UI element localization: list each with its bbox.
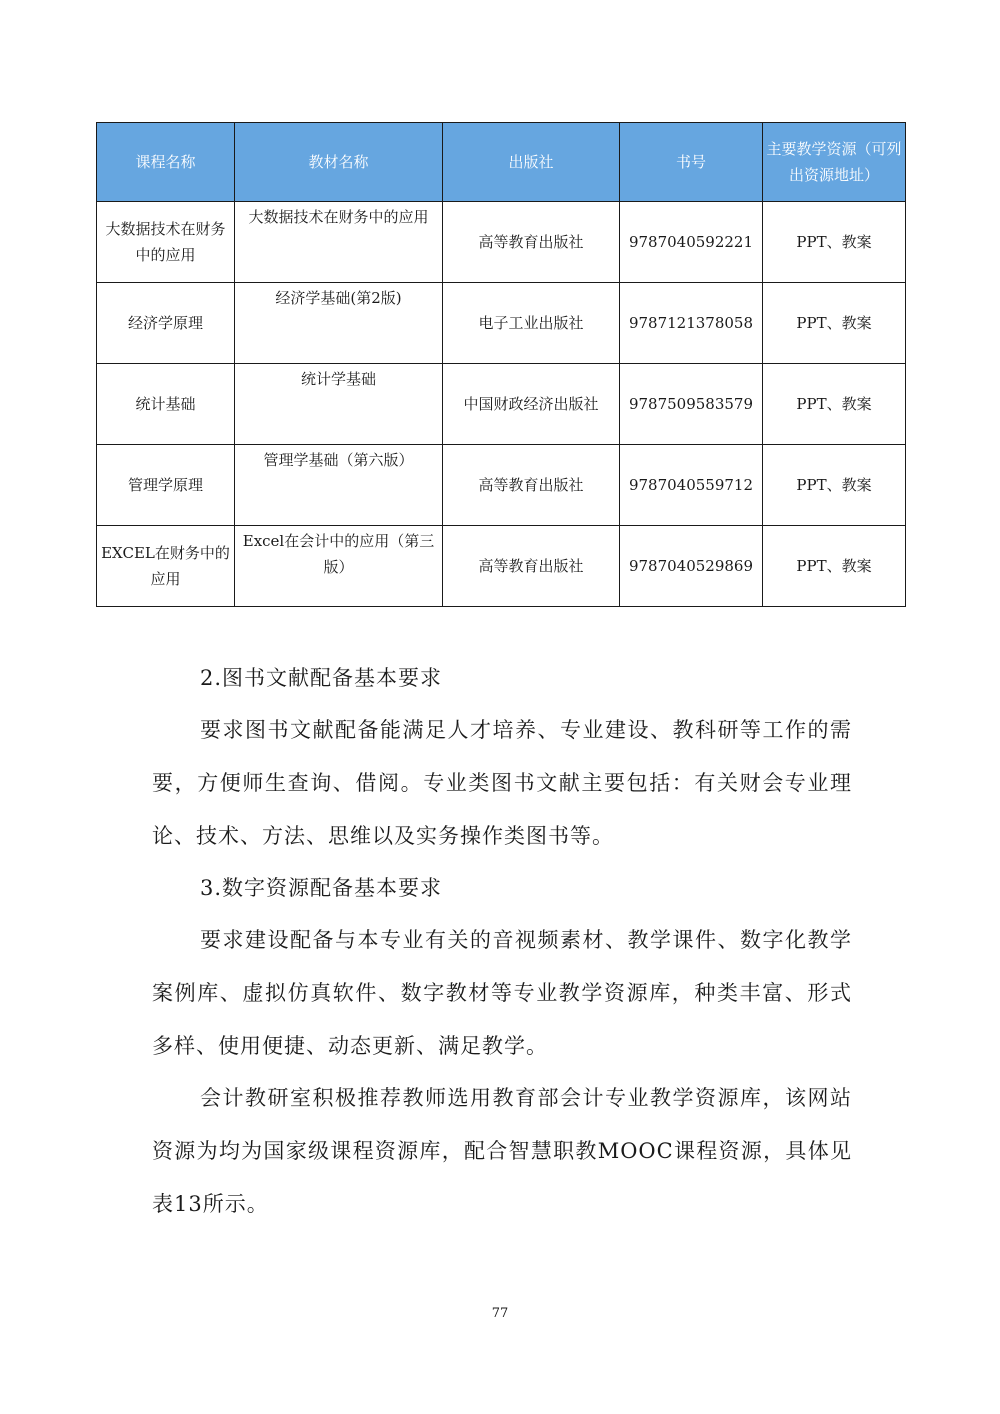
page-number: 77	[491, 1306, 509, 1321]
header-publisher: 出版社	[443, 123, 620, 202]
cell-isbn: 9787040592221	[620, 202, 763, 283]
cell-textbook: 大数据技术在财务中的应用	[235, 202, 443, 283]
cell-resources: PPT、教案	[763, 202, 906, 283]
cell-course: 经济学原理	[97, 283, 235, 364]
section-2-heading: 2.图书文献配备基本要求	[200, 666, 443, 690]
header-textbook-name: 教材名称	[235, 123, 443, 202]
table-header-row	[97, 123, 906, 202]
header-isbn: 书号	[620, 123, 763, 202]
cell-isbn: 9787121378058	[620, 283, 763, 364]
cell-textbook: Excel在会计中的应用（第三版）	[235, 526, 443, 607]
cell-course: 管理学原理	[97, 445, 235, 526]
cell-publisher: 高等教育出版社	[443, 202, 620, 283]
section-3-heading: 3.数字资源配备基本要求	[200, 876, 443, 900]
cell-publisher: 高等教育出版社	[443, 526, 620, 607]
section-3-paragraph-2: 会计教研室积极推荐教师选用教育部会计专业教学资源库，该网站资源为均为国家级课程资源库，配合智慧职教MOOC课程资源，具体见表13所示。	[152, 1086, 852, 1216]
cell-publisher: 中国财政经济出版社	[443, 364, 620, 445]
cell-publisher: 高等教育出版社	[443, 445, 620, 526]
cell-isbn: 9787509583579	[620, 364, 763, 445]
cell-isbn: 9787040529869	[620, 526, 763, 607]
header-resources: 主要教学资源（可列出资源地址）	[763, 123, 906, 202]
cell-publisher: 电子工业出版社	[443, 283, 620, 364]
cell-textbook: 统计学基础	[235, 364, 443, 445]
table-row	[97, 445, 906, 526]
table-row	[97, 202, 906, 283]
section-2-paragraph: 要求图书文献配备能满足人才培养、专业建设、教科研等工作的需要，方便师生查询、借阅。专业类图书文献主要包括：有关财会专业理论、技术、方法、思维以及实务操作类图书等。	[152, 718, 852, 848]
cell-isbn: 9787040559712	[620, 445, 763, 526]
table-row	[97, 526, 906, 607]
textbook-table	[96, 122, 906, 607]
cell-resources: PPT、教案	[763, 526, 906, 607]
table-row	[97, 283, 906, 364]
header-course-name: 课程名称	[97, 123, 235, 202]
cell-resources: PPT、教案	[763, 283, 906, 364]
cell-course: 大数据技术在财务中的应用	[97, 202, 235, 283]
cell-textbook: 经济学基础(第2版)	[235, 283, 443, 364]
cell-course: 统计基础	[97, 364, 235, 445]
cell-textbook: 管理学基础（第六版）	[235, 445, 443, 526]
section-3-paragraph-1: 要求建设配备与本专业有关的音视频素材、教学课件、数字化教学案例库、虚拟仿真软件、数字教材等专业教学资源库，种类丰富、形式多样、使用便捷、动态更新、满足教学。	[152, 928, 852, 1058]
cell-course: EXCEL在财务中的应用	[97, 526, 235, 607]
cell-resources: PPT、教案	[763, 445, 906, 526]
table-row	[97, 364, 906, 445]
cell-resources: PPT、教案	[763, 364, 906, 445]
